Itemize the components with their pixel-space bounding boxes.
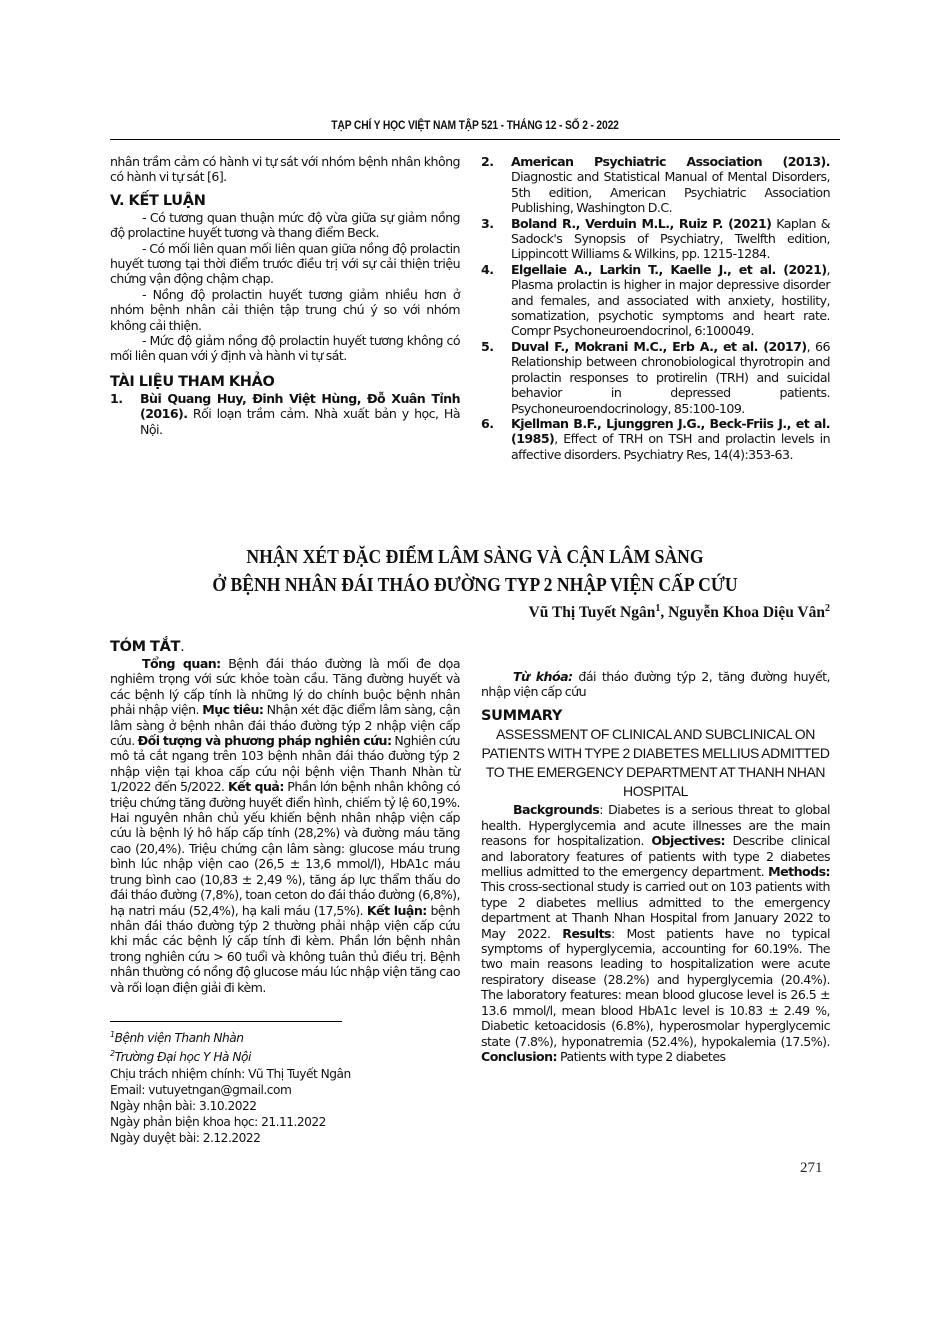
- conclusion-text: bệnh nhân đái tháo đường týp 2 thường phải nhập viện cấp cứu khi mắc các bệnh lý cấp tính đi kèm. Phần lớn bệnh nhân trong nghiên cứu > 60 tuổi và không tuân thủ điều trị. Bệnh nhân thường có nồng độ glucose máu lúc nhập viện tăng cao và rối loạn điện giải đi kèm.: [110, 902, 460, 995]
- summary-title: ASSESSMENT OF CLINICAL AND SUBCLINICAL ON PATIENTS WITH TYPE 2 DIABETES MELLIUS ADMITTED TO THE EMERGENCY DEPARTMENT AT THANH NHAN HOSPITAL: [481, 726, 830, 800]
- author-name: Vũ Thị Tuyết Ngân: [528, 604, 656, 622]
- conclusion-item: - Mức độ giảm nồng độ prolactin huyết tương không có mối liên quan với ý định và hành vi tự sát.: [110, 333, 460, 364]
- article-title-line: Ở BỆNH NHÂN ĐÁI THÁO ĐƯỜNG TYP 2 NHẬP VIỆN CẤP CỨU: [212, 574, 738, 596]
- heading-dot: .: [180, 639, 185, 655]
- objectives-label: Objectives:: [651, 833, 726, 849]
- methods-text: This cross-sectional study is carried out on 103 patients with type 2 diabetes mellius admitted to the emergency department at Thanh Nhan Hospital from January 2022 to May 2022.: [481, 879, 830, 941]
- reference-authors: Kjellman B.F., Ljunggren J.G., Beck-Friis J., et al. (1985): [511, 415, 830, 447]
- abstract-heading: [110, 638, 460, 656]
- reference-authors: Bùi Quang Huy, Đinh Việt Hùng, Đỗ Xuân Tỉnh (2016).: [140, 390, 460, 422]
- prev-article-left-column: [110, 154, 460, 437]
- methods-label: Methods:: [768, 864, 830, 880]
- affiliation-marker: 1: [655, 603, 661, 614]
- conclusion-text: Patients with type 2 diabetes: [557, 1048, 726, 1064]
- affiliation-text: Trường Đại học Y Hà Nội: [114, 1050, 251, 1065]
- results-text: : Most patients have no typical symptoms of hyperglycemia, accounting for 60.19%. The two main reasons leading to hospitalization were acute respiratory disease (28.2%) and hyperglycemia (20.4%). The laboratory features: mean blood glucose level is 26.5 ± 13.6 mmol/l, mean blood HbA1c level is 10.83 ± 2.49 %, Diabetic ketoacidosis (6.8%), hyperosmolar hyperglycemic state (7.8%), hyponatremia (52.4%), hypokalemia (17.5%).: [481, 925, 830, 1049]
- email: Email: vutuyetngan@gmail.com: [110, 1082, 292, 1097]
- affiliation-marker: 1: [110, 1030, 115, 1039]
- prev-article-right-column: [481, 154, 830, 462]
- accepted-date: Ngày duyệt bài: 2.12.2022: [110, 1131, 261, 1146]
- reference-item: [481, 216, 830, 262]
- reviewed-date: Ngày phản biện khoa học: 21.11.2022: [110, 1115, 326, 1130]
- affiliation-marker: 2: [825, 603, 830, 614]
- page-number: 271: [800, 1160, 823, 1176]
- background-text: : Diabetes is a serious threat to global health. Hyperglycemia and acute illnesses are the main reasons for hospitalization.: [481, 802, 830, 849]
- article-title: [161, 543, 789, 599]
- methods-label: Đối tượng và phương pháp nghiên cứu:: [137, 733, 392, 749]
- abstract-body: [110, 656, 460, 995]
- conclusion-item: - Có tương quan thuận mức độ vừa giữa sự giảm nồng độ prolactine huyết tương và thang điểm Beck.: [110, 209, 460, 241]
- results-label: Results: [562, 925, 611, 941]
- methods-text: Nghiên cứu mô tả cắt ngang trên 103 bệnh nhân đái tháo đường týp 2 nhập viện tại khoa cấp cứu nội bệnh viện Thanh Nhàn từ 1/2022 đến 5/2022.: [110, 733, 460, 795]
- running-head: TẠP CHÍ Y HỌC VIỆT NAM TẬP 521 - THÁNG 12 - SỐ 2 - 2022: [331, 118, 619, 132]
- reference-authors: American Psychiatric Association (2013).: [511, 154, 830, 169]
- objectives-text: Describe clinical and laboratory features of patients with type 2 diabetes mellius admitted to the emergency department.: [481, 833, 831, 880]
- reference-item: [481, 416, 830, 462]
- results-text: Phần lớn bệnh nhân không có triệu chứng tăng đường huyết điển hình, chiếm tỷ lệ 60,19%. Hai nguyên nhân chủ yếu khiến bệnh nhân nhập viện cấp cứu là bệnh lý hô hấp cấp tính (28,2%) và đường máu tăng cao (20,4%). Triệu chứng cận lâm sàng: glucose máu trung bình lúc nhập viện cao (26,5 ± 13,6 mmol/l), HbA1c máu trung bình cao (10,83 ± 2,49 %), tăng áp lực thẩm thấu do đái tháo đường (7,8%), toan ceton do đái tháo đường (6,8%), hạ natri máu (52,4%), hạ kali máu (17,5%).: [110, 779, 460, 918]
- conclusion-label: Kết luận:: [366, 902, 427, 918]
- overview-text: Bệnh đái tháo đường là mối đe dọa nghiêm trọng với sức khỏe toàn cầu. Tăng đường huyết và các bệnh lý cấp tính là những lý do chính buộc bệnh nhân phải nhập viện.: [110, 656, 461, 718]
- background-label: Backgrounds: [513, 802, 600, 818]
- summary-body: [481, 802, 830, 1064]
- affiliation-1: [110, 1027, 460, 1046]
- header-rule: [110, 139, 840, 140]
- reference-item: [481, 339, 830, 416]
- author-name: Nguyễn Khoa Diệu Vân: [668, 604, 825, 622]
- reference-text: , Effect of TRH on TSH and prolactin levels in affective disorders. Psychiatry Res, 14(4):353-63.: [511, 431, 830, 462]
- continuation-text: nhân trầm cảm có hành vi tự sát với nhóm bệnh nhân không có hành vi tự sát [6].: [110, 154, 460, 185]
- objective-label: Mục tiêu:: [202, 702, 264, 718]
- affiliation-marker: 2: [110, 1049, 115, 1059]
- reference-text: Rối loạn trầm cảm. Nhà xuất bản y học, Hà Nội.: [140, 406, 460, 437]
- references-heading: TÀI LIỆU THAM KHẢO: [110, 373, 275, 390]
- reference-number: 6.: [481, 415, 494, 431]
- article-title-line: NHẬN XÉT ĐẶC ĐIỂM LÂM SÀNG VÀ CẬN LÂM SÀNG: [246, 546, 704, 568]
- summary-heading: SUMMARY: [481, 708, 563, 725]
- author-separator: ,: [660, 604, 669, 622]
- abstract-right-column: [481, 638, 830, 1064]
- footnote-rule: [110, 1021, 342, 1022]
- reference-authors: Boland R., Verduin M.L., Ruiz P. (2021): [511, 215, 772, 231]
- reference-text: Diagnostic and Statistical Manual of Mental Disorders, 5th edition, American Psychiatric Association Publishing, Washington D.C.: [511, 169, 830, 216]
- results-label: Kết quả:: [227, 779, 284, 795]
- received-date: Ngày nhận bài: 3.10.2022: [110, 1098, 257, 1113]
- conclusion-heading: V. KẾT LUẬN: [110, 192, 206, 209]
- reference-number: 2.: [481, 154, 494, 169]
- reference-text: Kaplan & Sadock's Synopsis of Psychiatry, Twelfth edition, Lippincott Williams & Wilkins, pp. 1215-1284.: [511, 215, 830, 262]
- reference-authors: Elgellaie A., Larkin T., Kaelle J., et al. (2021): [511, 261, 827, 277]
- affiliation-text: Bệnh viện Thanh Nhàn: [114, 1031, 244, 1046]
- footnotes: [110, 1027, 460, 1147]
- abstract-heading-text: TÓM TẮT: [110, 639, 181, 655]
- article-authors: [529, 603, 830, 622]
- reference-number: 3.: [481, 215, 494, 231]
- keywords-text: đái tháo đường týp 2, tăng đường huyết, nhập viện cấp cứu: [481, 668, 831, 700]
- conclusion-item: - Nồng độ prolactin huyết tương giảm nhiều hơn ở nhóm bệnh nhân cải thiện tập trung chú ý so với nhóm không cải thiện.: [110, 286, 460, 333]
- conclusion-label: Conclusion:: [481, 1048, 558, 1064]
- reference-authors: Duval F., Mokrani M.C., Erb A., et al. (2017): [511, 338, 807, 354]
- abstract-left-column: [110, 638, 460, 995]
- keywords: [481, 669, 830, 700]
- reference-number: 4.: [481, 261, 494, 277]
- objective-text: Nhận xét đặc điểm lâm sàng, cận lâm sàng ở bệnh nhân đái tháo đường týp 2 nhập viện cấp cứu.: [110, 702, 461, 749]
- reference-text: , Plasma prolactin is higher in major depressive disorder and females, and associated with anxiety, hostility, somatization, psychotic symptoms and heart rate. Compr Psychoneuroendocrinol, 6:100049.: [511, 261, 830, 339]
- reference-item: [481, 262, 830, 339]
- overview-label: Tổng quan:: [142, 656, 221, 671]
- affiliation-2: [110, 1046, 460, 1065]
- conclusion-item: - Có mối liên quan mối liên quan giữa nồng độ prolactin huyết tương tại thời điểm trước điều trị với sự cải thiện triệu chứng vận động chậm chạp.: [110, 240, 460, 287]
- reference-number: 1.: [110, 390, 123, 406]
- reference-item: [110, 391, 460, 437]
- reference-item: [481, 154, 830, 216]
- keywords-label: Từ khóa:: [513, 668, 573, 684]
- reference-text: , 66 Relationship between chronobiological thyrotropin and prolactin responses to protirelin (TRH) and suicidal behavior in depressed patients. Psychoneuroendocrinology, 85:100-109.: [511, 338, 830, 416]
- corresponding-author: Chịu trách nhiệm chính: Vũ Thị Tuyết Ngân: [110, 1066, 351, 1081]
- reference-number: 5.: [481, 338, 494, 354]
